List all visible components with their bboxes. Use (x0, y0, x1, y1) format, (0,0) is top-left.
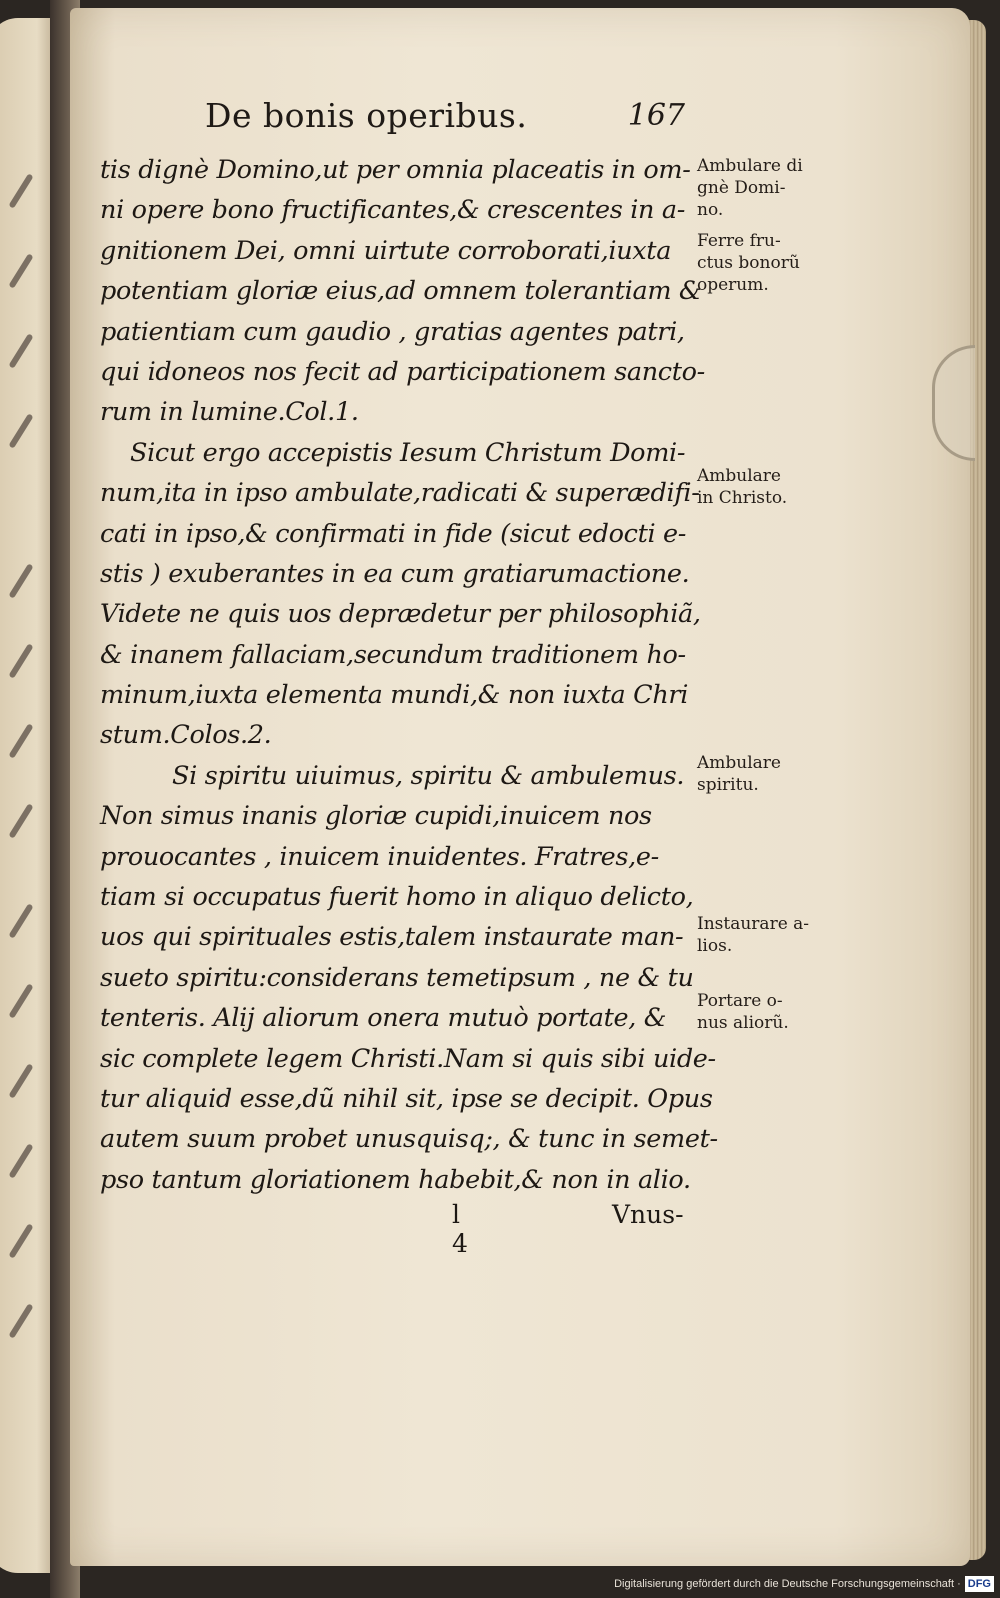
text-line: stis ) exuberantes in ea cum gratiarumactione. (100, 558, 690, 589)
bleed-through-mark (8, 1063, 33, 1098)
text-line: Non simus inanis gloriæ cupidi,inuicem nos (100, 801, 652, 832)
margin-note-line: Instaurare a- (697, 914, 810, 934)
bleed-through-mark (8, 173, 33, 208)
signature-mark: l 4 (452, 1200, 468, 1258)
text-line: cati in ipso,& confirmati in fide (sicut edocti e- (100, 518, 687, 549)
text-line: tenteris. Alij aliorum onera mutuò portate, & (100, 1003, 667, 1034)
text-line: ni opere bono fructificantes,& crescentes in a- (100, 195, 685, 226)
margin-note-line: Ambulare (697, 466, 781, 486)
text-line: sic complete legem Christi.Nam si quis sibi uide- (100, 1043, 716, 1074)
page-number: 167 (627, 98, 685, 133)
text-line: uos qui spirituales estis,talem instaurate man- (100, 922, 684, 953)
page-header (205, 96, 685, 146)
bleed-through-mark (8, 983, 33, 1018)
text-line: stum.Colos.2. (100, 720, 272, 751)
credit-text: Digitalisierung gefördert durch die Deutsche Forschungsgemeinschaft · (614, 1578, 961, 1590)
margin-note (697, 155, 847, 221)
text-line: prouocantes , inuicem inuidentes. Fratres,e- (100, 841, 659, 872)
bleed-through-mark (8, 253, 33, 288)
bleed-through-mark (8, 1143, 33, 1178)
margin-note (697, 990, 847, 1034)
margin-note-line: lios. (697, 936, 733, 956)
text-line: num,ita in ipso ambulate,radicati & superædifi- (100, 478, 700, 509)
catchword: Vnus- (612, 1200, 684, 1229)
text-line: tis dignè Domino,ut per omnia placeatis in om- (100, 155, 691, 185)
bleed-through-mark (8, 723, 33, 758)
margin-note-line: Ferre fru- (697, 231, 781, 251)
bleed-through-mark (8, 803, 33, 838)
text-line: minum,iuxta elementa mundi,& non iuxta Chri (100, 680, 689, 711)
text-line: potentiam gloriæ eius,ad omnem tolerantiam & (100, 276, 702, 307)
margin-note (697, 913, 847, 957)
bleed-through-mark (8, 563, 33, 598)
margin-note-line: gnè Domi- (697, 178, 786, 198)
text-line: tur aliquid esse,dũ nihil sit, ipse se decipit. Opus (100, 1083, 713, 1114)
margin-note-line: no. (697, 200, 724, 220)
margin-note-line: in Christo. (697, 488, 788, 508)
margin-note-line: Ambulare (697, 753, 781, 773)
margin-note-line: Portare o- (697, 991, 783, 1011)
text-line: autem suum probet unusquisq;, & tunc in semet- (100, 1124, 718, 1155)
margin-note (697, 752, 847, 796)
bleed-through-mark (8, 903, 33, 938)
text-line: patientiam cum gaudio , gratias agentes patri, (100, 316, 685, 347)
margin-note-line: Ambulare di (697, 156, 803, 176)
dfg-logo: DFG (965, 1576, 994, 1592)
running-title: De bonis operibus. (205, 96, 528, 135)
bleed-through-mark (8, 643, 33, 678)
bleed-through-mark (8, 1223, 33, 1258)
margin-note (697, 230, 847, 296)
text-line: Videte ne quis uos deprædetur per philosophiã, (100, 599, 701, 630)
margin-note-line: operum. (697, 275, 769, 295)
margin-note (697, 465, 847, 509)
text-line: Sicut ergo accepistis Iesum Christum Domi- (130, 437, 686, 468)
margin-note-line: nus aliorũ. (697, 1013, 789, 1033)
margin-note-line: ctus bonorũ (697, 253, 800, 273)
text-line: & inanem fallaciam,secundum traditionem ho- (100, 639, 686, 670)
bleed-through-mark (8, 413, 33, 448)
text-line: Si spiritu uiuimus, spiritu & ambulemus. (172, 760, 685, 791)
text-line: qui idoneos nos fecit ad participationem sancto- (100, 356, 705, 387)
bleed-through-mark (8, 1303, 33, 1338)
margin-note-line: spiritu. (697, 775, 759, 795)
text-line: pso tantum gloriationem habebit,& non in alio. (100, 1164, 691, 1195)
text-line: sueto spiritu:considerans temetipsum , ne & tu (100, 962, 694, 993)
text-line: tiam si occupatus fuerit homo in aliquo delicto, (100, 882, 694, 913)
text-line: gnitionem Dei, omni uirtute corroborati,iuxta (100, 235, 672, 266)
text-line: rum in lumine.Col.1. (100, 397, 359, 428)
digitization-credit (614, 1574, 994, 1594)
bleed-through-mark (8, 333, 33, 368)
